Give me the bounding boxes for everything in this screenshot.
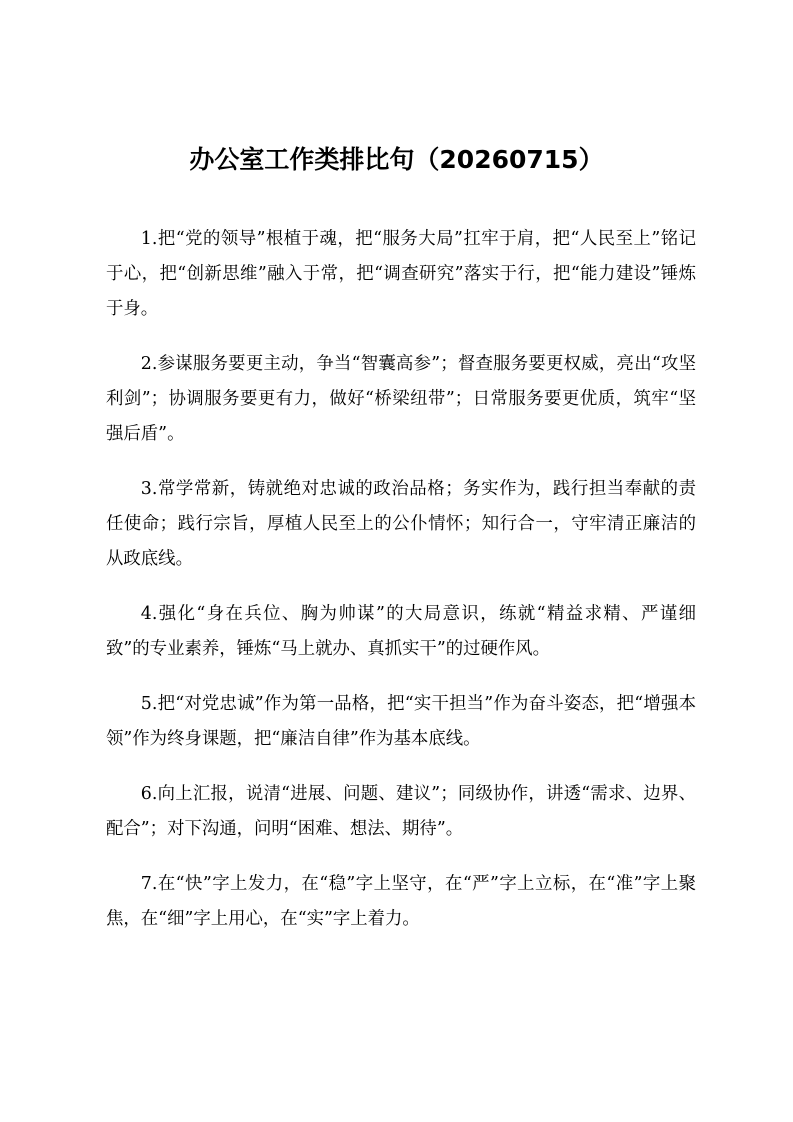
paragraph-2: 2.参谋服务要更主动，争当“智囊高参”；督查服务要更权威，亮出“攻坚利剑”；协调服务要更有力，做好“桥梁纽带”；日常服务要更优质，筑牢“坚强后盾”。 — [106, 354, 696, 444]
paragraph-7: 7.在“快”字上发力，在“稳”字上坚守，在“严”字上立标，在“准”字上聚焦，在“细”字上用心，在“实”字上着力。 — [106, 874, 696, 929]
paragraph-6: 6.向上汇报，说清“进展、问题、建议”；同级协作，讲透“需求、边界、配合”；对下沟通，问明“困难、想法、期待”。 — [106, 784, 696, 839]
paragraph-5: 5.把“对党忠诚”作为第一品格，把“实干担当”作为奋斗姿态，把“增强本领”作为终身课题，把“廉洁自律”作为基本底线。 — [106, 694, 696, 749]
paragraph-4: 4.强化“身在兵位、胸为帅谋”的大局意识，练就“精益求精、严谨细致”的专业素养，锤炼“马上就办、真抓实干”的过硬作风。 — [106, 604, 696, 659]
document-title: 办公室工作类排比句（20260715） — [189, 145, 604, 174]
paragraph-3: 3.常学常新，铸就绝对忠诚的政治品格；务实作为，践行担当奉献的责任使命；践行宗旨，厚植人民至上的公仆情怀；知行合一，守牢清正廉洁的从政底线。 — [106, 479, 696, 569]
paragraph-1: 1.把“党的领导”根植于魂，把“服务大局”扛牢于肩，把“人民至上”铭记于心，把“创新思维”融入于常，把“调查研究”落实于行，把“能力建设”锤炼于身。 — [106, 229, 696, 319]
document-body — [106, 222, 696, 957]
